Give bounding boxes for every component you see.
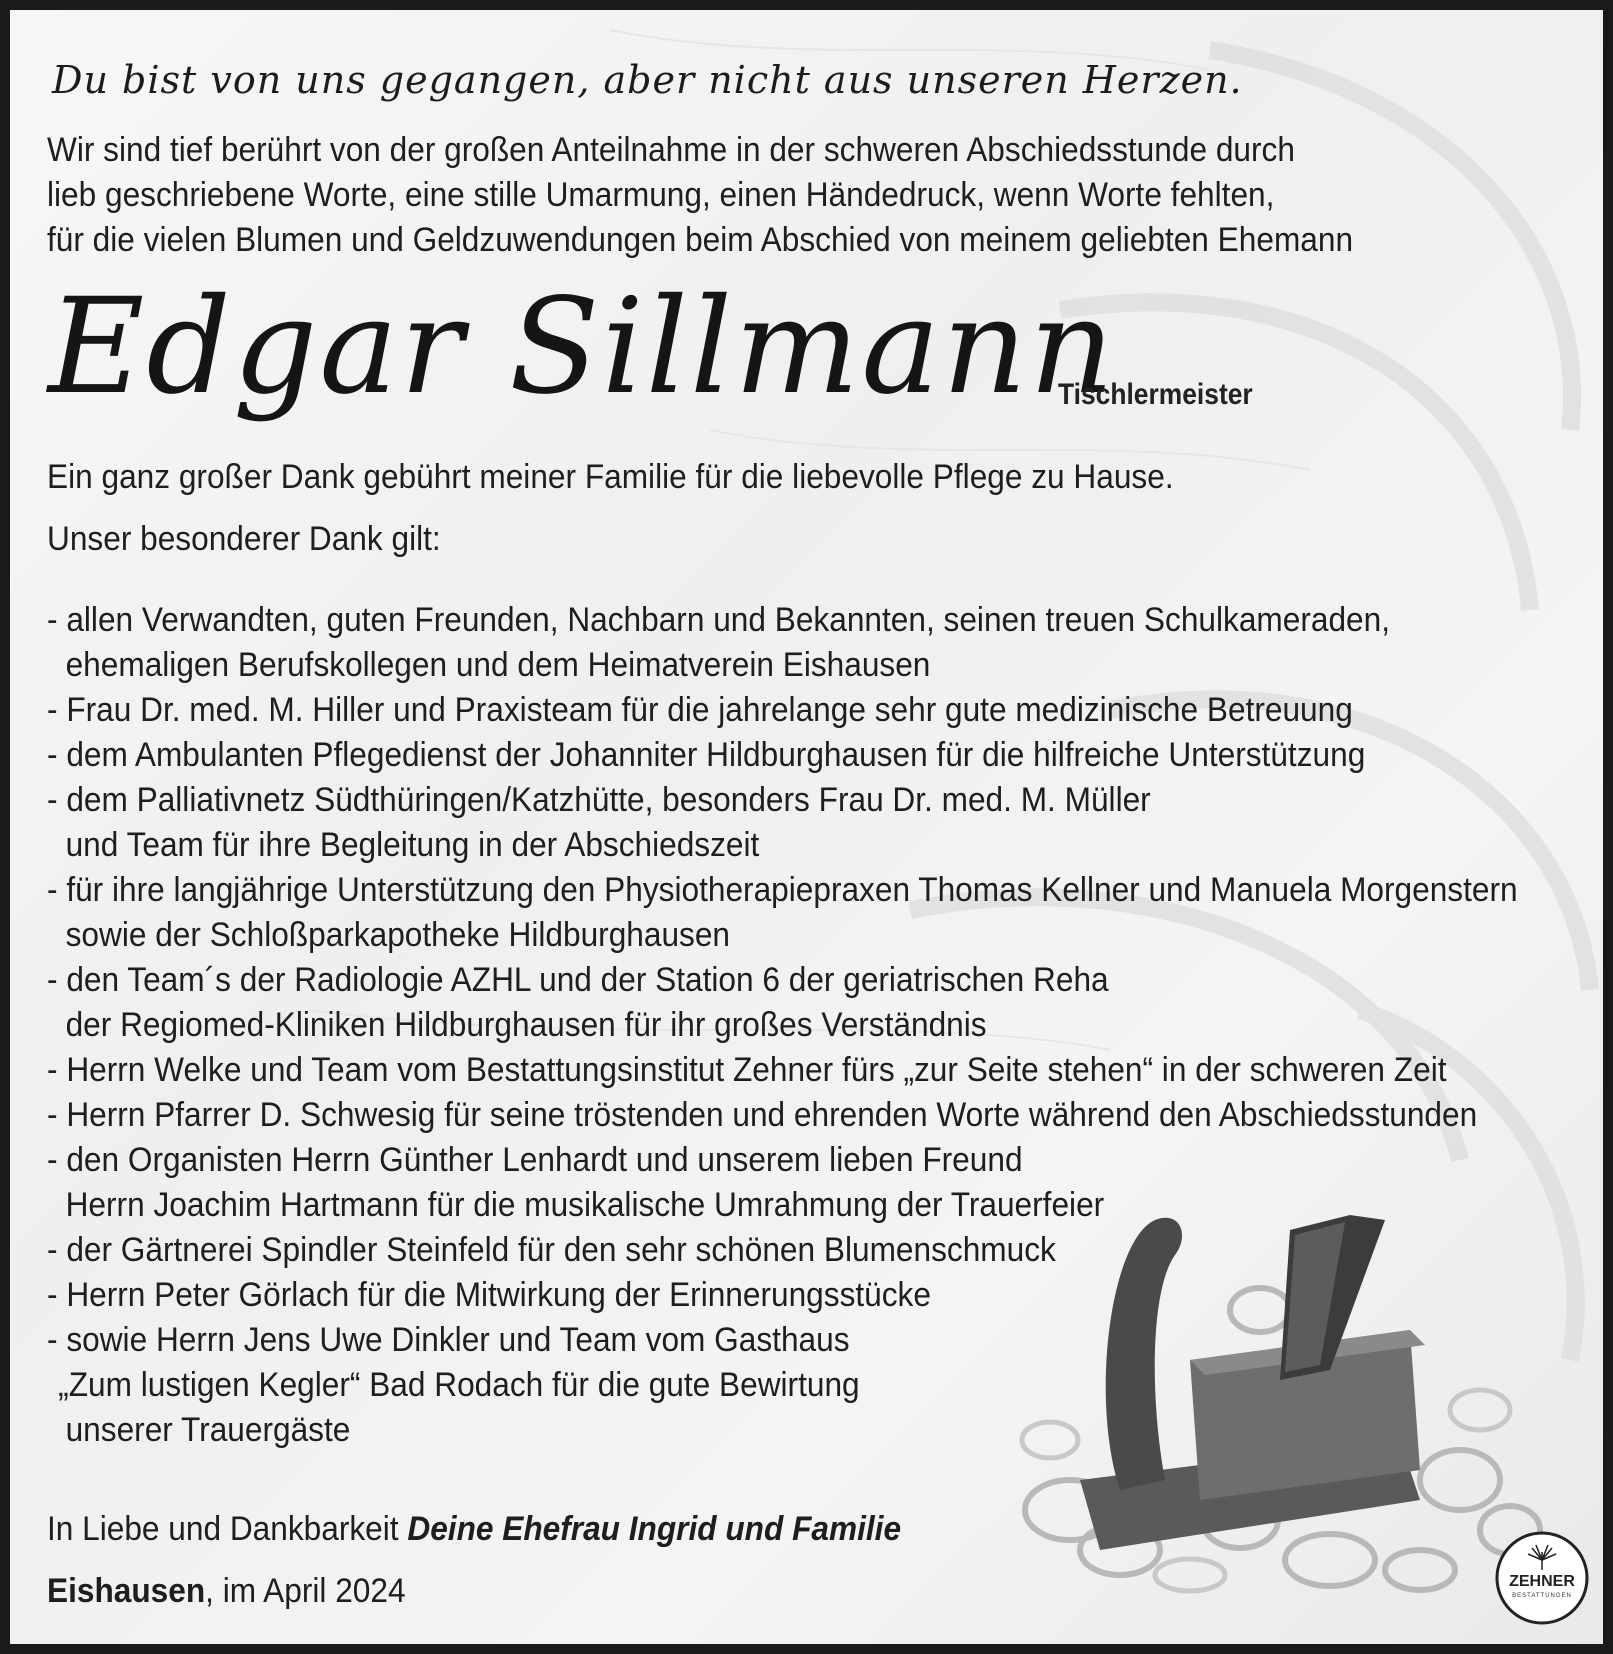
- list-item: - den Team´s der Radiologie AZHL und der Station 6 der geriatrischen Reha: [47, 961, 1109, 999]
- list-item: - Herrn Pfarrer D. Schwesig für seine tröstenden und ehrenden Worte während den Abschiedsstunden: [47, 1096, 1478, 1134]
- closing-signers: Deine Ehefrau Ingrid und Familie: [407, 1510, 902, 1548]
- intro-line: lieb geschriebene Worte, eine stille Umarmung, einen Händedruck, wenn Worte fehlten,: [47, 176, 1275, 214]
- logo-name: ZEHNER: [1509, 1573, 1575, 1590]
- list-item: - für ihre langjährige Unterstützung den Physiotherapiepraxen Thomas Kellner und Manuela Morgenstern: [47, 871, 1518, 909]
- date: , im April 2024: [205, 1572, 406, 1610]
- intro-line: Wir sind tief berührt von der großen Anteilnahme in der schweren Abschiedsstunde durch: [47, 131, 1295, 169]
- list-item: - Frau Dr. med. M. Hiller und Praxisteam für die jahrelange sehr gute medizinische Betreuung: [47, 691, 1353, 729]
- deceased-name: Edgar Sillmann: [48, 270, 1117, 424]
- intro-line: für die vielen Blumen und Geldzuwendungen beim Abschied von meinem geliebten Ehemann: [47, 221, 1354, 259]
- place-date-line: [47, 1572, 406, 1611]
- list-item: - sowie Herrn Jens Uwe Dinkler und Team vom Gasthaus: [47, 1321, 850, 1359]
- list-item: der Regiomed-Kliniken Hildburghausen für ihr großes Verständnis: [65, 1006, 987, 1044]
- list-item: und Team für ihre Begleitung in der Abschiedszeit: [65, 826, 760, 864]
- closing-prefix: In Liebe und Dankbarkeit: [47, 1510, 408, 1548]
- place: Eishausen: [47, 1572, 206, 1610]
- list-item: - den Organisten Herrn Günther Lenhardt und unserem lieben Freund: [47, 1141, 1023, 1179]
- thanks-list: [47, 598, 1518, 1453]
- list-item: - Herrn Welke und Team vom Bestattungsinstitut Zehner fürs „zur Seite stehen“ in der schweren Zeit: [47, 1051, 1447, 1089]
- family-thanks: Ein ganz großer Dank gebührt meiner Familie für die liebevolle Pflege zu Hause.: [47, 458, 1174, 496]
- deceased-profession: Tischlermeister: [1058, 378, 1253, 411]
- list-item: unserer Trauergäste: [65, 1411, 351, 1449]
- list-item: - Herrn Peter Görlach für die Mitwirkung der Erinnerungsstücke: [47, 1276, 931, 1314]
- list-item: - dem Ambulanten Pflegedienst der Johanniter Hildburghausen für die hilfreiche Unterstützung: [47, 736, 1366, 774]
- list-item: - dem Palliativnetz Südthüringen/Katzhütte, besonders Frau Dr. med. M. Müller: [47, 781, 1151, 819]
- closing-line: [47, 1510, 901, 1549]
- logo-subtitle: BESTATTUNGEN: [1512, 1593, 1572, 1599]
- list-item: - allen Verwandten, guten Freunden, Nachbarn und Bekannten, seinen treuen Schulkameraden,: [47, 601, 1391, 639]
- special-thanks-heading: Unser besonderer Dank gilt:: [47, 520, 441, 558]
- list-item: ehemaligen Berufskollegen und dem Heimatverein Eishausen: [65, 646, 931, 684]
- list-item: „Zum lustigen Kegler“ Bad Rodach für die gute Bewirtung: [58, 1366, 860, 1404]
- list-item: sowie der Schloßparkapotheke Hildburghausen: [65, 916, 731, 954]
- list-item: Herrn Joachim Hartmann für die musikalische Umrahmung der Trauerfeier: [65, 1186, 1105, 1224]
- motto-line: Du bist von uns gegangen, aber nicht aus unseren Herzen.: [52, 58, 1243, 102]
- list-item: - der Gärtnerei Spindler Steinfeld für den sehr schönen Blumenschmuck: [47, 1231, 1056, 1269]
- intro-paragraph: [47, 128, 1353, 263]
